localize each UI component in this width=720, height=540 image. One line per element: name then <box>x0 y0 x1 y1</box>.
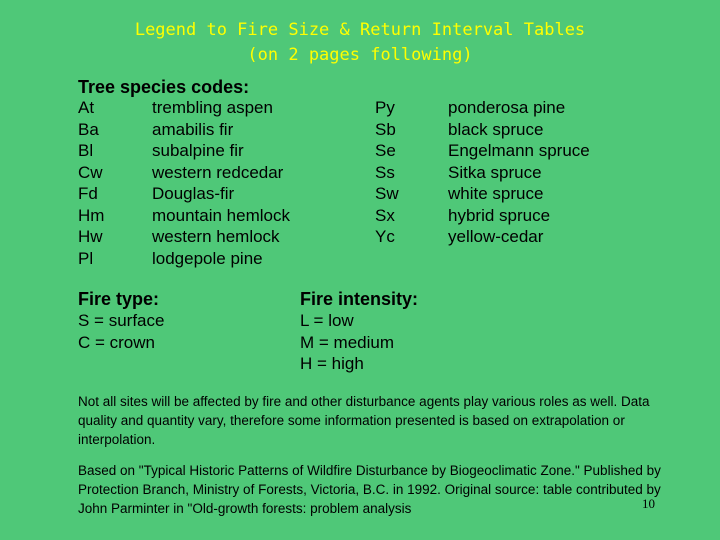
species-code: Yc <box>375 227 395 246</box>
fire-intensity-heading: Fire intensity: <box>300 289 419 309</box>
species-name: lodgepole pine <box>152 248 263 268</box>
species-code: Ss <box>375 162 395 182</box>
species-code: Py <box>375 98 395 117</box>
fire-intensity-item: L = low <box>300 311 354 330</box>
source-note: Based on "Typical Historic Patterns of Wildfire Disturbance by Biogeoclimatic Zone." Published by Protection Branch, Ministry of Forests, Victoria, B.C. in 1992. Original source: table contributed by John Parminter in "Old-growth forests: problem analysis <box>78 463 661 516</box>
species-code: Sx <box>375 205 395 225</box>
slide-title <box>0 18 720 68</box>
species-name: ponderosa pine <box>448 98 566 117</box>
fire-type-item: S = surface <box>78 311 165 330</box>
species-code: Hw <box>78 227 103 246</box>
title-line-2: (on 2 pages following) <box>247 45 473 65</box>
species-name: subalpine fir <box>152 141 244 160</box>
species-name: trembling aspen <box>152 98 273 117</box>
species-name: Sitka spruce <box>448 162 542 182</box>
species-name: yellow-cedar <box>448 227 544 246</box>
species-name: hybrid spruce <box>448 205 551 225</box>
species-code: Fd <box>78 184 98 203</box>
species-code: Sw <box>375 184 399 203</box>
title-line-1: Legend to Fire Size & Return Interval Tables <box>134 20 586 40</box>
species-code: Bl <box>78 141 94 160</box>
page-number: 10 <box>642 496 655 511</box>
species-name: western hemlock <box>152 227 280 246</box>
species-code: Sb <box>375 119 396 139</box>
species-code: At <box>78 98 95 117</box>
fire-intensity-section <box>300 288 418 375</box>
fire-intensity-item: M = medium <box>300 332 394 352</box>
species-code: Cw <box>78 162 103 182</box>
species-code: Pl <box>78 248 94 268</box>
fire-type-item: C = crown <box>78 332 155 352</box>
species-name: white spruce <box>448 184 544 203</box>
disclaimer-note: Not all sites will be affected by fire and other disturbance agents play various roles as well. Data quality and quantity vary, therefore some information presented is based on extrapolation or interpolation. <box>78 394 650 447</box>
species-code: Se <box>375 141 396 160</box>
fire-intensity-item: H = high <box>300 354 364 373</box>
species-name: western redcedar <box>152 162 284 182</box>
fire-type-section <box>78 288 164 353</box>
fire-type-heading: Fire type: <box>78 289 160 309</box>
species-code: Hm <box>78 205 105 225</box>
species-name: Engelmann spruce <box>448 141 590 160</box>
species-name: amabilis fir <box>152 119 234 139</box>
species-name: mountain hemlock <box>152 205 290 225</box>
species-name: Douglas-fir <box>152 184 235 203</box>
species-heading: Tree species codes: <box>78 77 250 97</box>
species-code: Ba <box>78 119 99 139</box>
species-name: black spruce <box>448 119 544 139</box>
